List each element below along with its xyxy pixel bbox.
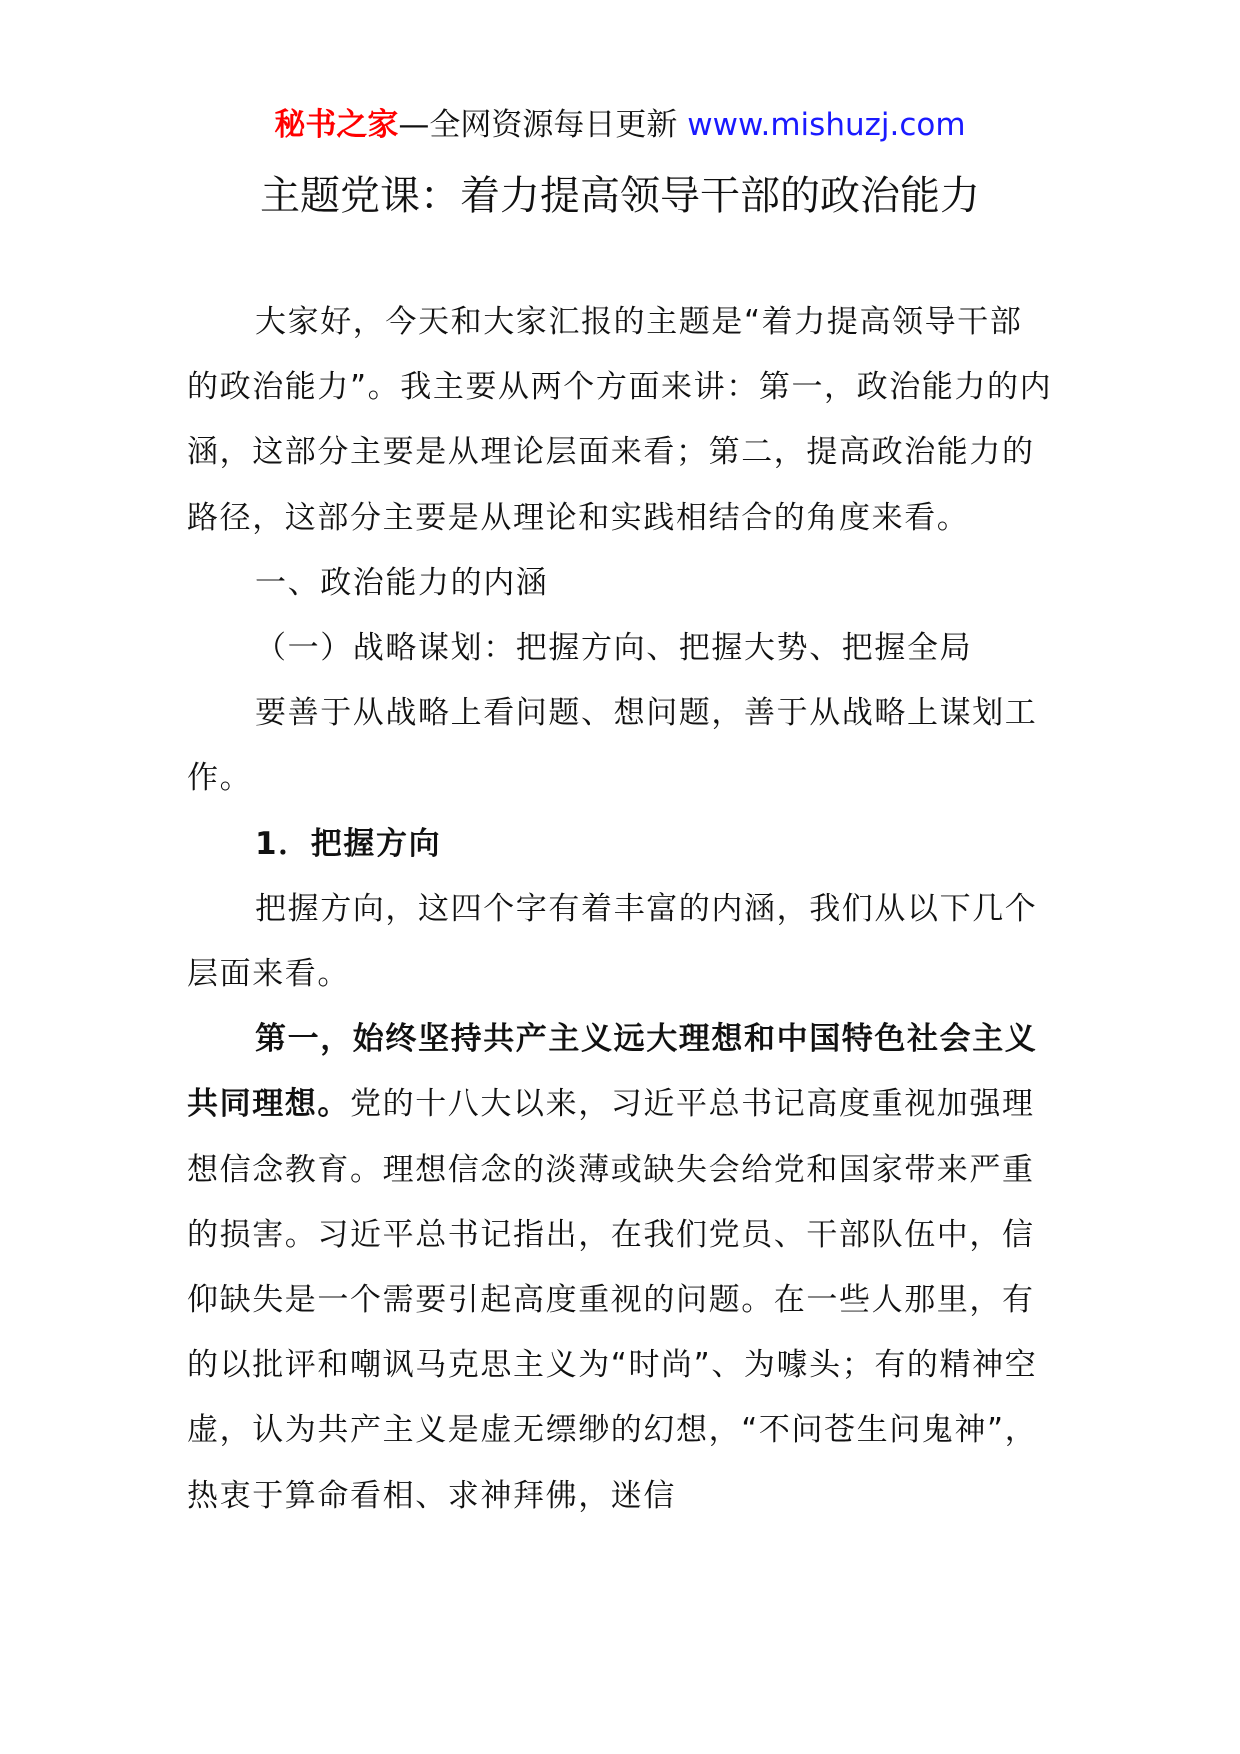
first-point-paragraph bbox=[187, 1007, 1053, 1529]
first-point-body: 党的十八大以来，习近平总书记高度重视加强理想信念教育。理想信念的淡薄或缺失会给党和国家带来严重的损害。习近平总书记指出，在我们党员、干部队伍中，信仰缺失是一个需要引起高度重视的问题。在一些人那里，有的以批评和嘲讽马克思主义为“时尚”、为噱头；有的精神空虚，认为共产主义是虚无缥缈的幻想，“不问苍生问鬼神”，热衷于算命看相、求神拜佛，迷信 bbox=[187, 1086, 1038, 1514]
direction-paragraph: 把握方向，这四个字有着丰富的内涵，我们从以下几个层面来看。 bbox=[187, 890, 1038, 993]
document-title: 主题党课：着力提高领导干部的政治能力 bbox=[260, 173, 980, 219]
point-heading: 1．把握方向 bbox=[255, 825, 442, 862]
site-watermark bbox=[0, 100, 1240, 150]
intro-paragraph: 大家好，今天和大家汇报的主题是“着力提高领导干部的政治能力”。我主要从两个方面来讲：第一，政治能力的内涵，这部分主要是从理论层面来看；第二，提高政治能力的路径，这部分主要是从理论和实践相结合的角度来看。 bbox=[187, 304, 1053, 536]
watermark-brand: 秘书之家 bbox=[274, 107, 399, 143]
subsection-heading: （一）战略谋划：把握方向、把握大势、把握全局 bbox=[255, 630, 973, 667]
section-heading: 一、政治能力的内涵 bbox=[255, 564, 549, 601]
watermark-url[interactable]: www.mishuzj.com bbox=[687, 107, 966, 143]
watermark-tagline: —全网资源每日更新 bbox=[398, 107, 688, 143]
strategy-paragraph: 要善于从战略上看问题、想问题，善于从战略上谋划工作。 bbox=[187, 695, 1038, 797]
first-point-lead: 第一，始终坚持共产主义远大理想和中国特色社会主义共同理想。 bbox=[187, 1021, 1038, 1123]
document-body bbox=[187, 290, 1053, 1529]
